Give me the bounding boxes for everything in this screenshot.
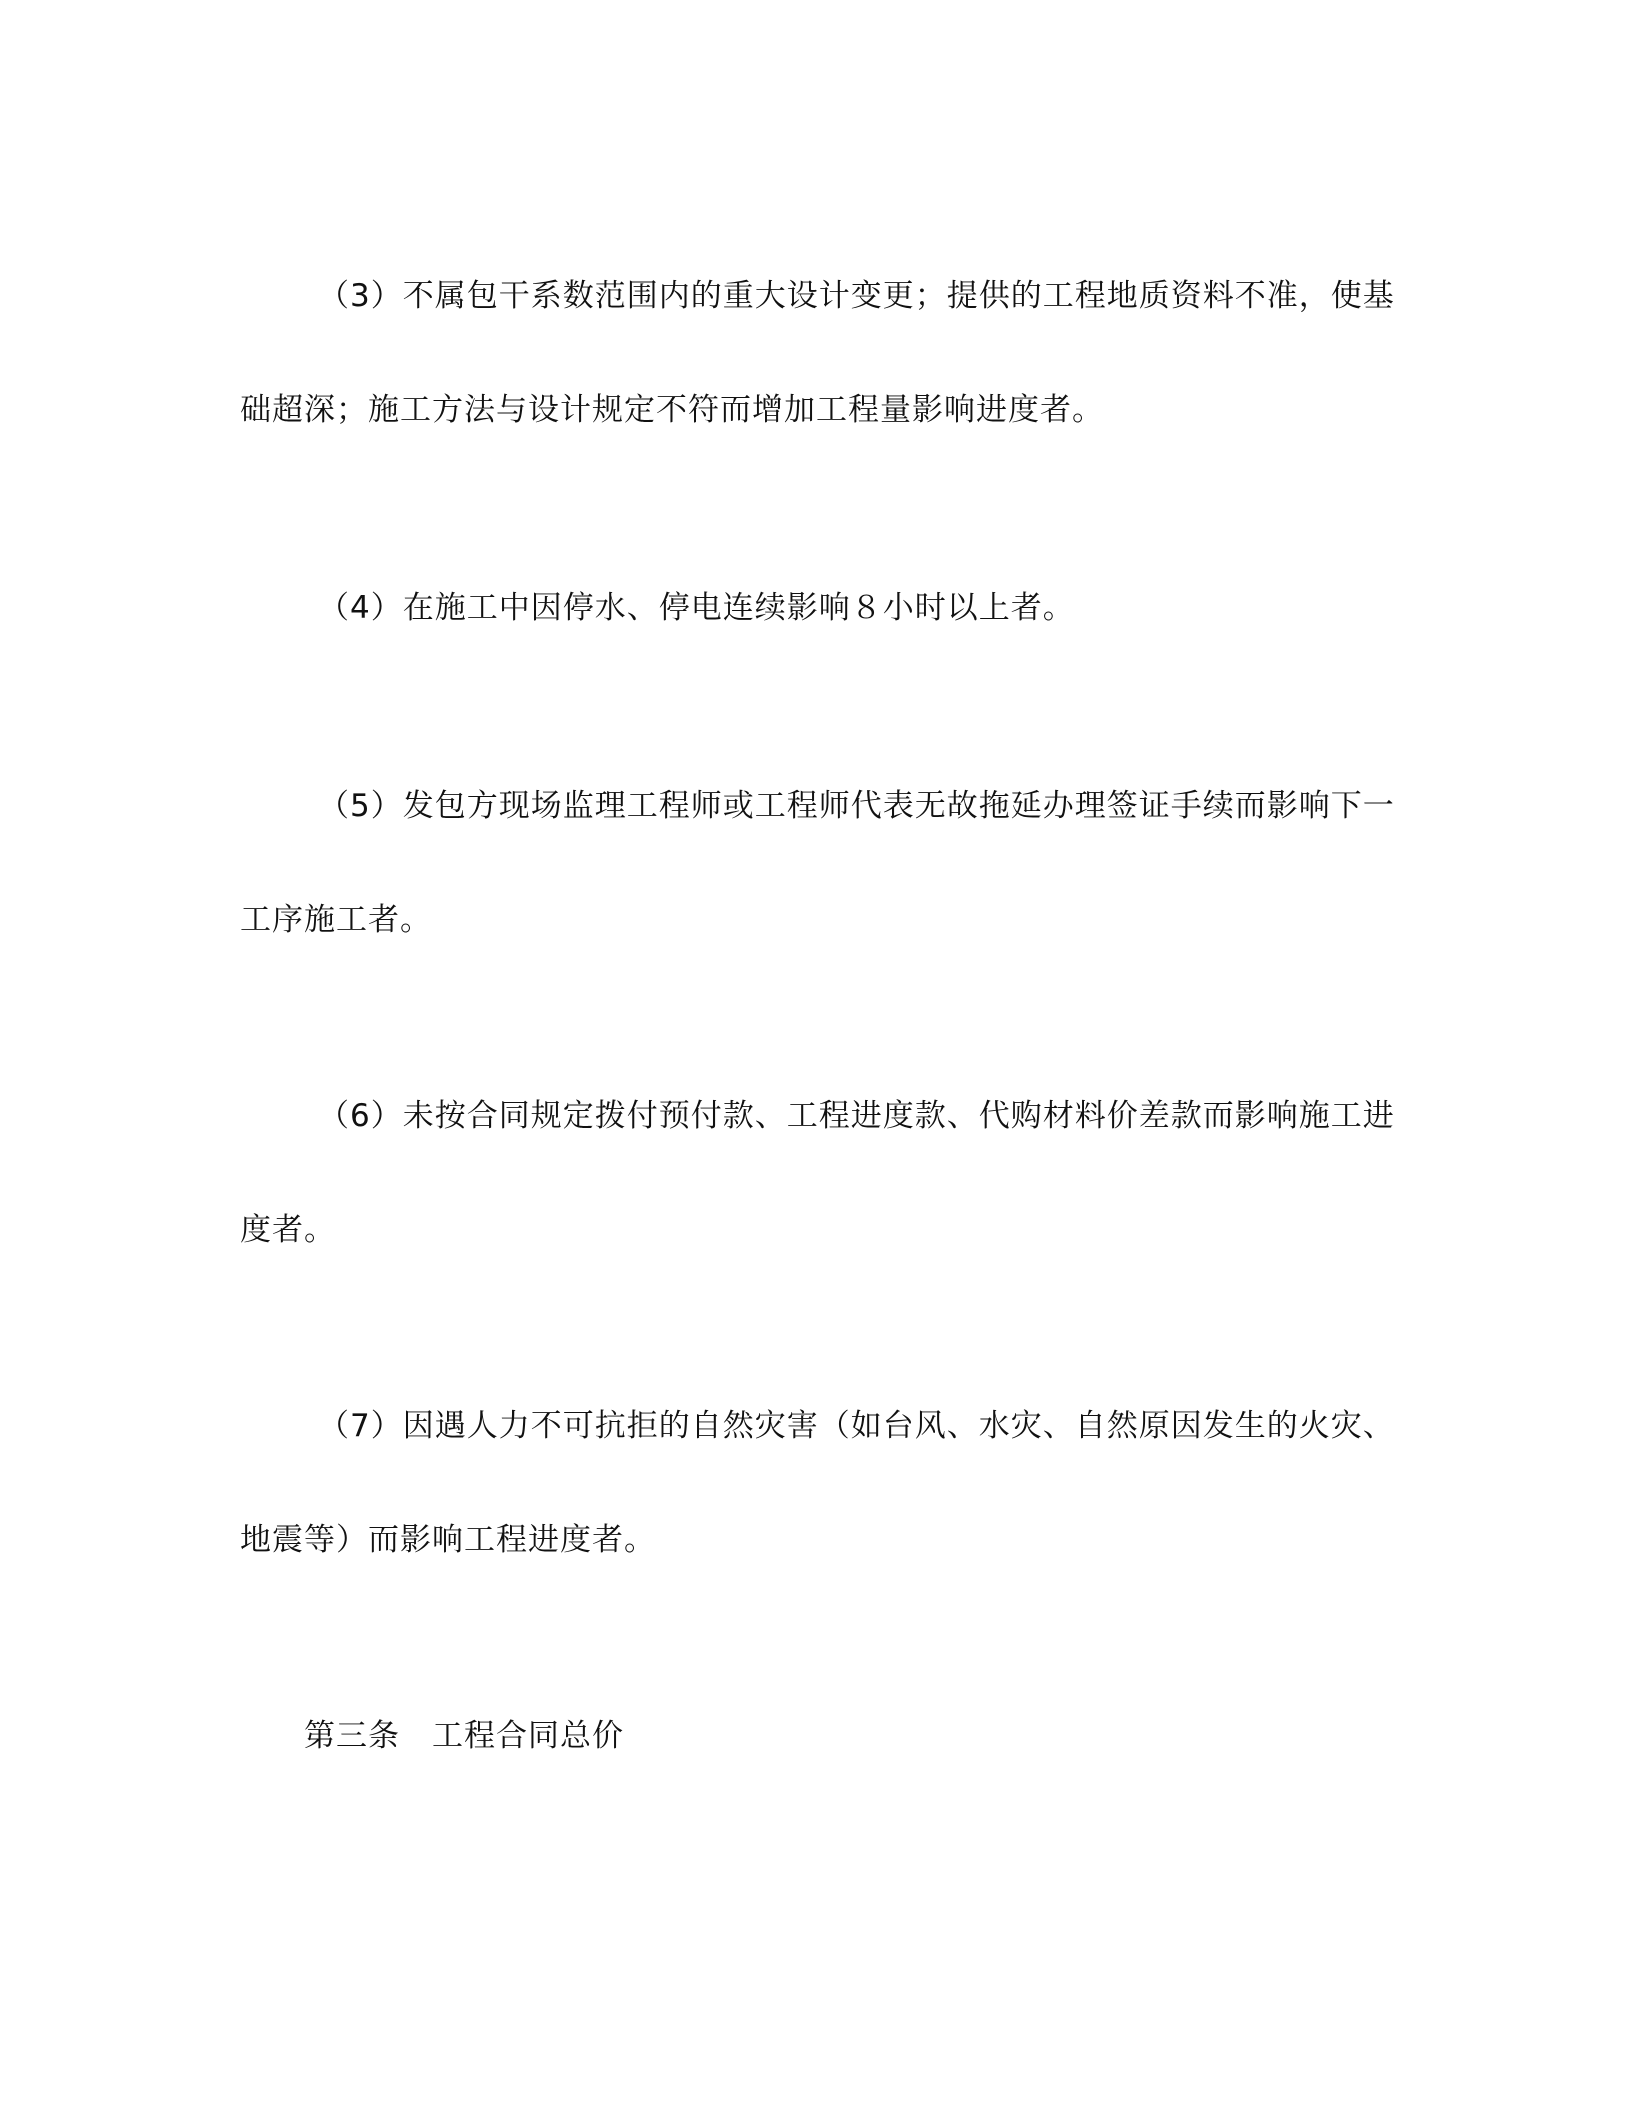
item-7-line-2: 地震等）而影响工程进度者。 <box>240 1522 656 1558</box>
item-7-line-1: （7）因遇人力不可抗拒的自然灾害（如台风、水灾、自然原因发生的火灾、 <box>318 1408 1395 1444</box>
article-number: 第三条 <box>304 1718 400 1754</box>
item-6-line-1: （6）未按合同规定拨付预付款、工程进度款、代购材料价差款而影响施工进 <box>318 1098 1395 1134</box>
item-6-line-2: 度者。 <box>240 1212 336 1248</box>
item-4-line-1: （4）在施工中因停水、停电连续影响８小时以上者。 <box>318 590 1075 626</box>
article-heading <box>304 1716 624 1756</box>
article-title: 工程合同总价 <box>432 1718 624 1754</box>
item-3-line-2: 础超深；施工方法与设计规定不符而增加工程量影响进度者。 <box>240 392 1104 428</box>
item-5-line-1: （5）发包方现场监理工程师或工程师代表无故拖延办理签证手续而影响下一 <box>318 788 1395 824</box>
item-5-line-2: 工序施工者。 <box>240 902 432 938</box>
item-3-line-1: （3）不属包干系数范围内的重大设计变更；提供的工程地质资料不准，使基 <box>318 278 1395 314</box>
